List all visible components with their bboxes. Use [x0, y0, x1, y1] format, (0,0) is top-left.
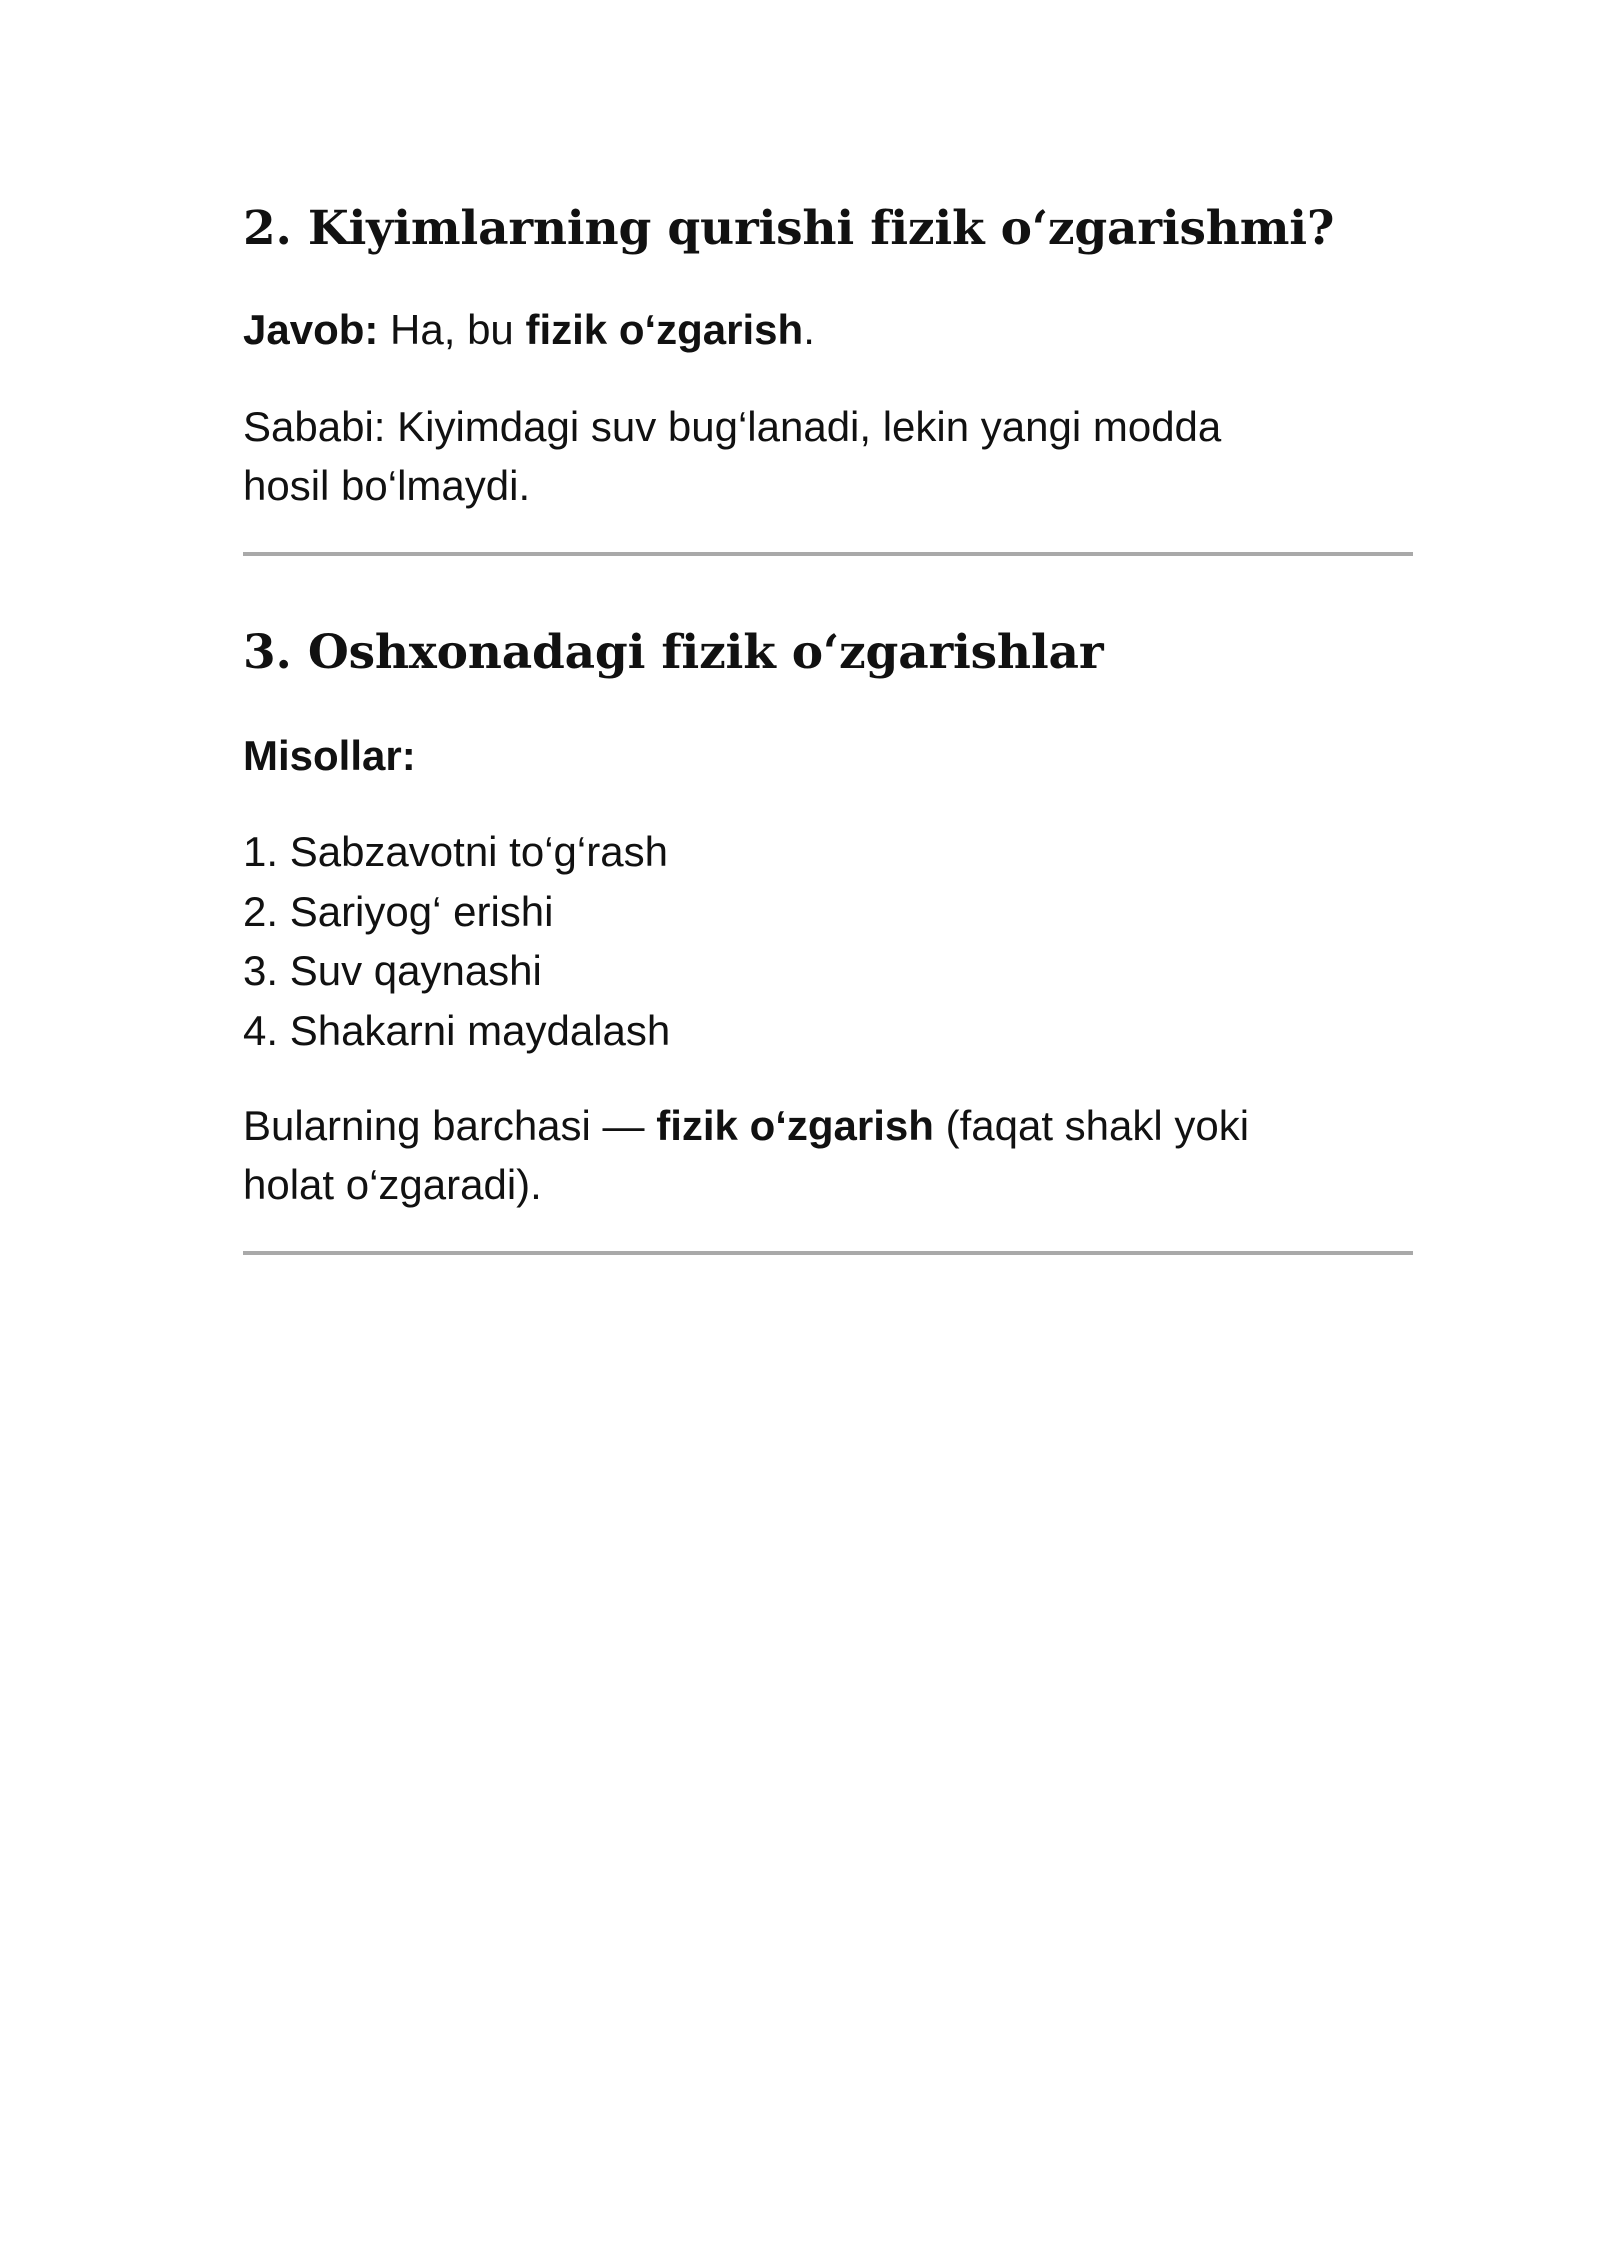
list-item: 4. Shakarni maydalash — [243, 1006, 671, 1054]
examples-list — [243, 822, 1413, 1060]
section-2-heading: 2. Kiyimlarning qurishi fizik o‘zgarishmi? — [243, 201, 1335, 256]
section-2-reason — [243, 397, 1413, 515]
document-content — [243, 190, 1413, 1255]
list-item: 3. Suv qaynashi — [243, 947, 542, 994]
horizontal-divider — [243, 552, 1413, 556]
summary-bold-term: fizik o‘zgarish — [656, 1102, 934, 1149]
reason-line-2: hosil bo‘lmaydi. — [243, 462, 531, 509]
examples-label — [243, 726, 1413, 785]
section-3-heading: 3. Oshxonadagi fizik o‘zgarishlar — [243, 625, 1104, 680]
horizontal-divider — [243, 1251, 1413, 1255]
examples-label-text: Misollar: — [243, 732, 416, 779]
reason-line-1: Sababi: Kiyimdagi suv bug‘lanadi, lekin yangi modda — [243, 403, 1222, 450]
section-2-answer — [243, 300, 1413, 359]
answer-label: Javob: — [243, 306, 379, 353]
list-item: 2. Sariyog‘ erishi — [243, 887, 554, 935]
section-3-summary — [243, 1096, 1413, 1214]
list-item: 1. Sabzavotni to‘g‘rash — [243, 828, 668, 875]
answer-text: Ha, bu — [378, 306, 526, 353]
summary-start: Bularning barchasi — — [243, 1102, 657, 1149]
answer-bold-term: fizik o‘zgarish — [525, 306, 804, 353]
summary-line-1-end: (faqat shakl yoki — [933, 1102, 1250, 1149]
summary-line-2: holat o‘zgaradi). — [243, 1161, 542, 1208]
answer-end: . — [803, 306, 815, 353]
